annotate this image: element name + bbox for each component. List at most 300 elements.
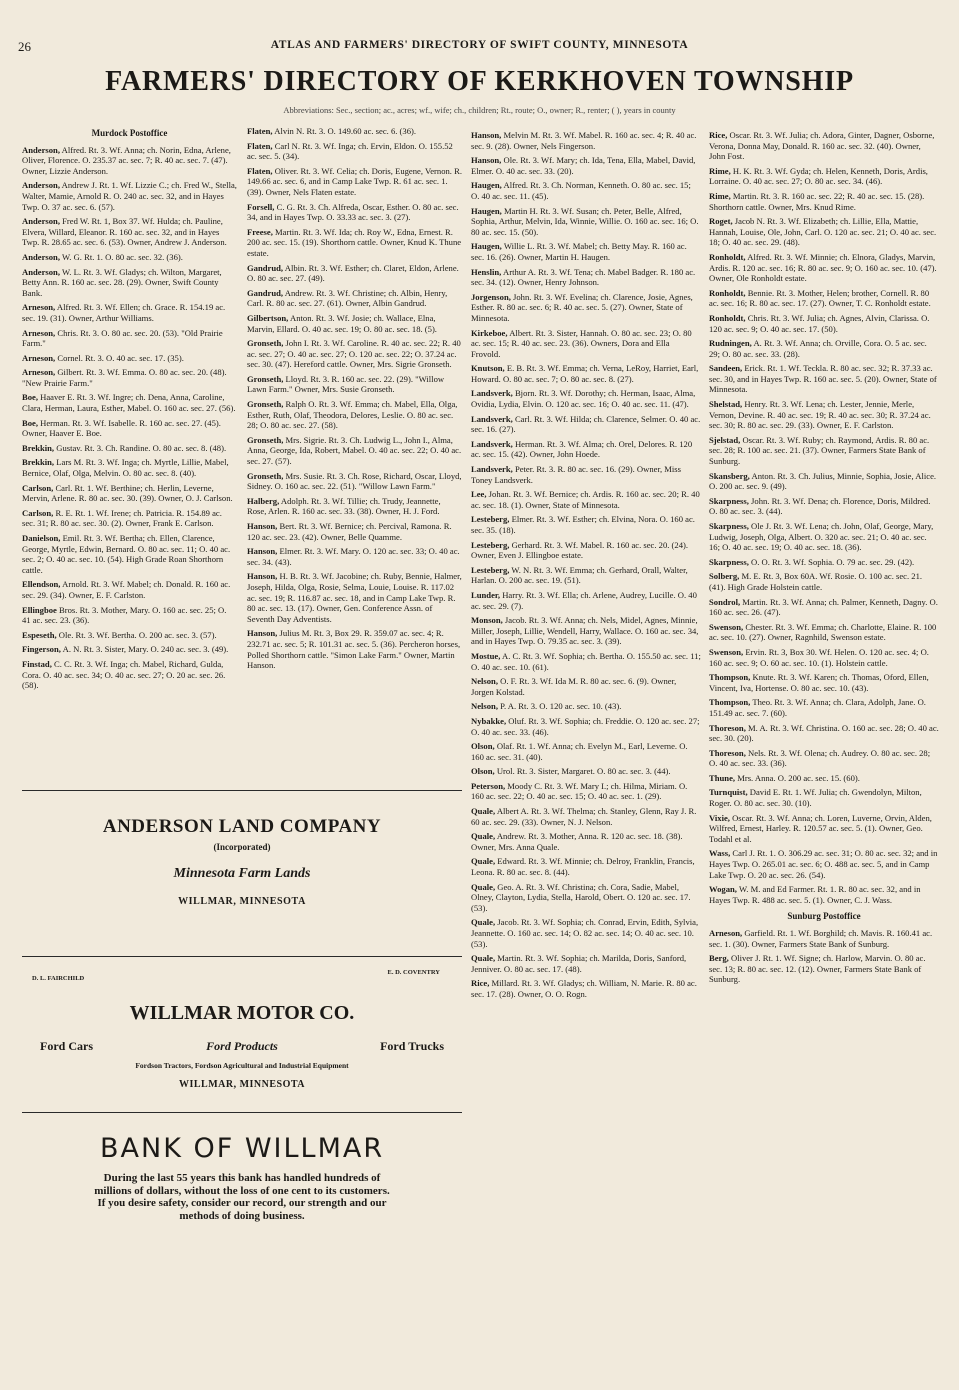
ad-equipment-line: Fordson Tractors, Fordson Agricultural and Industrial Equipment: [135, 1061, 349, 1070]
directory-entry: [471, 489, 701, 510]
entry-surname: Henslin,: [471, 266, 502, 277]
anderson-land-ad: [22, 791, 462, 956]
entry-details: Knute. Rt. 3. Wf. Karen; ch. Thomas, Oford, Ellen, Vincent, Iva, Hortense. O. 80 ac. sec. 10. (43).: [709, 672, 929, 693]
entry-surname: Quale,: [471, 831, 496, 842]
entry-details: Martin. Rt. 3. R. 160 ac. sec. 22; R. 40 ac. sec. 15. (28). Shorthorn cattle. Owner, Mrs. Knud Rime.: [709, 190, 925, 212]
entries-list: [471, 130, 701, 1000]
entry-surname: Anderson,: [22, 216, 60, 227]
directory-entry: [247, 141, 462, 162]
entry-details: Carl N. Rt. 3. Wf. Inga; ch. Ervin, Eldon. O. 155.52 ac. sec. 5. (34).: [247, 140, 453, 162]
entry-surname: Swenson,: [709, 621, 744, 632]
entry-surname: Turnquist,: [709, 787, 748, 798]
entry-surname: Skarpness,: [709, 521, 749, 531]
entry-details: John I. Rt. 3. Wf. Caroline. R. 40 ac. sec. 22; R. 40 ac. sec. 27; O. 40 ac. sec. 27; O. 120 ac. sec. 22; O. 37.24 ac. sec. 30. (47). Hereford cattle. Owner, Mrs. Sigrie Gronseth.: [247, 338, 461, 370]
entry-surname: Shelstad,: [709, 399, 743, 410]
directory-entry: [709, 191, 939, 212]
directory-entry: [471, 701, 701, 712]
directory-entry: [22, 508, 237, 529]
entry-details: Jacob. Rt. 3. Wf. Sophia; ch. Conrad, Ervin, Edith, Sylvia, Jeannette. O. 160 ac. sec. 14; O. 82 ac. sec. 14; O. 40 ac. sec. 10. (53).: [471, 917, 699, 949]
entry-details: Elmer. Rt. 3. Wf. Mary. O. 120 ac. sec. 33; O. 40 ac. sec. 34. (43).: [247, 546, 460, 567]
directory-entry: [471, 676, 701, 697]
directory-entry: [471, 130, 701, 151]
postoffice-heading: Murdock Postoffice: [91, 128, 168, 138]
entry-details: Jacob N. Rt. 3. Wf. Elizabeth; ch. Lillie, Ella, Mattie, Hannah, Louise, Ole, John, Carl. O. 120 ac. sec. 21; O. 40 ac. sec. 18; O. 40 ac. sec. 29. (48).: [709, 216, 937, 248]
entry-surname: Gronseth,: [247, 399, 284, 410]
entry-details: Albert A. Rt. 3. Wf. Thelma; ch. Stanley, Glenn, Ray J. R. 60 ac. sec. 29. (33). Owner, N. J. Nelson.: [471, 806, 697, 827]
entry-details: Jacob. Rt. 3. Wf. Anna; ch. Nels, Midel, Agnes, Minnie, Miller, Joseph, Lillie, Wendell, Harry, Wallace. O. 160 ac. sec. 34, and in Hayes Twp. O. 79.35 ac. sec. 3. (39).: [471, 615, 699, 647]
directory-entry: [247, 399, 462, 431]
directory-entry: [22, 579, 237, 600]
entry-surname: Skarpness,: [709, 556, 749, 567]
directory-entry: [709, 773, 939, 784]
entry-details: Haaver E. Rt. 3. Wf. Ingre; ch. Dena, Anna, Caroline, Clara, Herman, Laura, Esther, Mabel. O. 160 ac. sec. 27. (56).: [22, 392, 236, 414]
entry-surname: Thompson,: [709, 697, 751, 708]
directory-entry: [247, 571, 462, 624]
entry-surname: Quale,: [471, 917, 496, 928]
entry-surname: Thompson,: [709, 672, 751, 683]
entry-details: Geo. A. Rt. 3. Wf. Christina; ch. Cora, Sadie, Mabel, Olney, Clayton, Lydia, Stella, Harold, Obert. O. 120 ac. sec. 17. (53).: [471, 881, 691, 913]
entry-details: Millard. Rt. 3. Wf. Gladys; ch. William, N. Marie. R. 80 ac. sec. 17. (28). Owner, O. O. Rogn.: [471, 978, 697, 999]
entry-surname: Anderson,: [22, 144, 60, 155]
entry-surname: Gronseth,: [247, 470, 284, 481]
entry-surname: Hanson,: [247, 521, 278, 531]
entry-surname: Mostue,: [471, 650, 501, 661]
entry-details: Carl. Rt. 3. Wf. Hilda; ch. Clarence, Selmer. O. 40 ac. sec. 16. (27).: [471, 413, 701, 435]
entry-surname: Anderson,: [22, 266, 60, 277]
directory-entry: [709, 748, 939, 769]
entry-surname: Knutson,: [471, 363, 505, 374]
entry-surname: Gronseth,: [247, 338, 284, 349]
directory-entry: [22, 605, 237, 626]
entry-details: Bros. Rt. 3. Mother, Mary. O. 160 ac. sec. 25; O. 41 ac. sec. 23. (36).: [22, 604, 227, 626]
entry-details: Bennie. Rt. 3. Mother, Helen; brother, Cornell. R. 80 ac. sec. 16; R. 80 ac. sec. 17. (27). Owner, T. C. Ronholdt estate.: [709, 287, 931, 309]
entry-surname: Halberg,: [247, 495, 280, 506]
entry-details: A. Rt. 3. Wf. Anna; ch. Orville, Cora. O. 5 ac. sec. 29; O. 80 ac. sec. 33. (28).: [709, 338, 927, 359]
entry-surname: Lesteberg,: [471, 539, 510, 550]
entry-surname: Danielson,: [22, 533, 61, 543]
entry-surname: Haugen,: [471, 205, 502, 216]
entry-surname: Landsverk,: [471, 388, 513, 399]
directory-entry: [247, 313, 462, 334]
entry-details: Arthur A. Rt. 3. Wf. Tena; ch. Mabel Badger. R. 180 ac. sec. 34. (12). Owner, Henry Johnson.: [471, 266, 696, 288]
entry-surname: Landsverk,: [471, 413, 513, 424]
entry-details: Chris. Rt. 3. Wf. Julia; ch. Agnes, Alvin, Clarissa. O. 120 ac. sec. 9; O. 40 ac. sec. 17. (50).: [709, 312, 930, 334]
entry-surname: Olson,: [471, 766, 495, 777]
entry-surname: Hanson,: [471, 130, 502, 140]
entry-details: O. F. Rt. 3. Wf. Ida M. R. 80 ac. sec. 6. (9). Owner, Jorgen Kolstad.: [471, 676, 677, 697]
entry-details: Julius M. Rt. 3, Box 29. R. 359.07 ac. sec. 4; R. 232.71 ac. sec. 5; R. 101.31 ac. sec. 5. (36). Percheron horses, Polled Shorthorn cattle. "Simon Lake Farm." Owner, Martin Hanson.: [247, 628, 461, 671]
entry-details: Gustav. Rt. 3. Ch. Randine. O. 80 ac. sec. 8. (48).: [56, 442, 227, 453]
directory-entry: [709, 953, 939, 985]
ad-bank-name: BANK OF WILLMAR: [100, 1133, 385, 1164]
postoffice-heading: Sunburg Postoffice: [787, 911, 861, 922]
entry-surname: Rice,: [709, 130, 728, 140]
entry-details: E. B. Rt. 3. Wf. Emma; ch. Verna, LeRoy, Harriet, Earl, Howard. O. 80 ac. sec. 7; O. 80 ac. sec. 8. (27).: [471, 363, 699, 384]
entry-details: P. A. Rt. 3. O. 120 ac. sec. 10. (43).: [500, 701, 622, 712]
directory-entry: [709, 216, 939, 248]
entry-details: Melvin M. Rt. 3. Wf. Mabel. R. 160 ac. sec. 4; R. 40 ac. sec. 9. (28). Owner, Nels Fingerson.: [471, 130, 697, 151]
entry-details: Nels. Rt. 3. Wf. Olena; ch. Audrey. O. 80 ac. sec. 28; O. 40 ac. sec. 33. (36).: [709, 747, 931, 769]
ad-person-left: D. L. FAIRCHILD: [32, 975, 85, 982]
entry-details: Mrs. Anna. O. 200 ac. sec. 15. (60).: [737, 772, 860, 783]
entry-details: Bjorn. Rt. 3. Wf. Dorothy; ch. Herman, Isaac, Alma, Ovidia, Lydia, Elvin. O. 120 ac. sec. 16; O. 40 ac. sec. 11. (47).: [471, 388, 696, 410]
ad-person-right: E. D. COVENTRY: [387, 969, 440, 976]
entry-details: A. N. Rt. 3. Sister, Mary. O. 240 ac. sec. 3. (49).: [62, 644, 229, 655]
directory-entry: [471, 540, 701, 561]
entry-surname: Gronseth,: [247, 434, 284, 445]
directory-entry: [471, 155, 701, 176]
directory-entry: [709, 252, 939, 284]
directory-entry: [709, 884, 939, 905]
entry-details: H. K. Rt. 3. Wf. Gyda; ch. Helen, Kenneth, Doris, Ardis, Lorraine. O. 40 ac. sec. 27; O. 80 ac. sec. 34. (46).: [709, 165, 928, 187]
entry-surname: Espeseth,: [22, 629, 57, 640]
entry-surname: Solberg,: [709, 571, 740, 582]
entry-surname: Ellingboe: [22, 604, 57, 615]
entry-details: Emil. Rt. 3. Wf. Bertha; ch. Ellen, Clarence, George, Myrtle, Edwin, Bernard. O. 80 ac. sec. 11; O. 40 ac. sec. 2; O. 40 ac. sec. 10. (54). High Grade Roan Shorthorn cattle.: [22, 533, 231, 575]
entry-details: John. Rt. 3. Wf. Evelina; ch. Clarence, Josie, Agnes, Esther. R. 80 ac. sec. 6; R. 40 ac. sec. 5. (27). Owner, State of Minnesota.: [471, 291, 693, 323]
entry-surname: Sondrol,: [709, 596, 741, 607]
entry-details: Ralph O. Rt. 3. Wf. Emma; ch. Mabel, Ella, Olga, Esther, Ruth, Olaf, Theodora, Delores, Leslie. O. 80 ac. sec. 28; O. 80 ac. sec. 27. (58).: [247, 399, 458, 431]
entry-surname: Thoreson,: [709, 722, 746, 733]
entry-surname: Arneson,: [22, 302, 56, 313]
entry-surname: Lesteberg,: [471, 564, 510, 575]
directory-entry: [471, 651, 701, 672]
entry-surname: Skarpness,: [709, 495, 749, 506]
directory-entry: [709, 597, 939, 618]
entry-surname: Wogan,: [709, 884, 737, 895]
entry-details: Alfred. Rt. 3. Wf. Minnie; ch. Elnora, Gladys, Marvin, Ardis. R. 120 ac. sec. 16; R. 80 ac. sec. 9; O. 160 ac. sec. 10. (47). Owner, Ole Ronholdt estate.: [709, 251, 937, 284]
entry-details: Gilbert. Rt. 3. Wf. Emma. O. 80 ac. sec. 20. (48). "New Prairie Farm.": [22, 367, 227, 388]
entry-surname: Ellendson,: [22, 579, 61, 590]
entry-details: W. N. Rt. 3. Wf. Emma; ch. Gerhard, Orall, Walter, Harlan. O. 200 ac. sec. 19. (51).: [471, 564, 688, 586]
entry-surname: Rime,: [709, 165, 731, 176]
directory-entry: [22, 457, 237, 478]
entry-surname: Jorgenson,: [471, 291, 511, 302]
entry-surname: Carlson,: [22, 482, 54, 493]
entry-details: W. G. Rt. 1. O. 80 ac. sec. 32. (36).: [61, 251, 183, 262]
directory-entry: [22, 267, 237, 299]
ad-company-name: ANDERSON LAND COMPANY: [102, 816, 382, 837]
directory-entry: [22, 302, 237, 323]
entry-details: C. C. Rt. 3. Wf. Inga; ch. Mabel, Richard, Gulda, Cora. O. 40 ac. sec. 34; O. 40 ac. sec. 27; O. 20 ac. sec. 26. (58).: [22, 658, 226, 691]
entry-details: Ole. Rt. 3. Wf. Mary; ch. Ida, Tena, Ella, Mabel, David, Elmer. O. 40 ac. sec. 33. (20).: [471, 155, 696, 176]
entry-surname: Gilbertson,: [247, 312, 289, 323]
entry-details: R. E. Rt. 1. Wf. Irene; ch. Patricia. R. 154.89 ac. sec. 31; R. 80 ac. sec. 30. (2). Owner, Frank E. Carlson.: [22, 507, 222, 529]
directory-entry: [247, 374, 462, 395]
entry-surname: Flaten,: [247, 140, 273, 151]
willmar-motor-ad: [22, 957, 462, 1112]
entry-details: C. G. Rt. 3. Ch. Alfreda, Oscar, Esther. O. 80 ac. sec. 34, and in Hayes Twp. O. 33.33 ac. sec. 3. (27).: [247, 201, 459, 223]
entry-surname: Freese,: [247, 226, 273, 237]
entry-surname: Gandrud,: [247, 262, 284, 273]
entry-details: Theo. Rt. 3. Wf. Anna; ch. Clara, Adolph, Jane. O. 151.49 ac. sec. 7. (60).: [709, 697, 926, 718]
directory-entry: [709, 557, 939, 568]
directory-entry: [709, 338, 939, 359]
entry-surname: Arneson,: [22, 327, 56, 338]
entry-details: Willie L. Rt. 3. Wf. Mabel; ch. Betty May. R. 160 ac. sec. 16. (26). Owner, Martin H. Haugen.: [471, 241, 687, 262]
entry-surname: Hanson,: [247, 571, 278, 582]
directory-entry: [709, 571, 939, 592]
entry-surname: Ronholdt,: [709, 312, 746, 323]
bank-of-willmar-ad: [22, 1113, 462, 1222]
entry-surname: Arneson,: [22, 367, 56, 378]
directory-entry: [247, 202, 462, 223]
entry-details: H. B. Rt. 3. Wf. Jacobine; ch. Ruby, Bennie, Halmer, Joseph, Hilda, Olga, Rosie, Selma, Louie, Louise. R. 117.02 ac. sec. 19; R. 116.87 ac. sec. 18, and in Camp Lake Twp. R. 80 ac. sec. 13. (17). Owner, Gen. Conference Assn. of Seventh Day Adventists.: [247, 571, 462, 624]
entry-details: M. A. Rt. 3. Wf. Christina. O. 160 ac. sec. 28; O. 40 ac. sec. 30. (20).: [709, 722, 939, 744]
directory-entry: [709, 928, 939, 949]
directory-entry: [22, 252, 237, 263]
directory-entry: [22, 483, 237, 504]
entry-details: Ervin. Rt. 3, Box 30. Wf. Helen. O. 120 ac. sec. 4; O. 160 ac. sec. 9; O. 60 ac. sec. 10. (1). Holstein cattle.: [709, 646, 929, 668]
ad-city: WILLMAR, MINNESOTA: [178, 1079, 306, 1090]
entry-surname: Hanson,: [471, 155, 502, 166]
directory-entry: [709, 813, 939, 845]
entry-surname: Carlson,: [22, 507, 54, 518]
directory-column-3: [471, 130, 701, 1004]
entry-surname: Arneson,: [22, 352, 56, 363]
directory-entry: [471, 615, 701, 647]
directory-entry: [709, 622, 939, 643]
ad-incorporated: (Incorporated): [213, 842, 271, 852]
entry-details: Anton. Rt. 3. Wf. Josie; ch. Wallace, Elna, Marvin, Ellard. O. 40 ac. sec. 19; O. 80 ac. sec. 18. (5).: [247, 312, 437, 334]
directory-entry: [471, 439, 701, 460]
entry-surname: Arneson,: [709, 928, 743, 938]
entry-surname: Lee,: [471, 489, 487, 500]
entry-details: Chester. Rt. 3. Wf. Emma; ch. Charlotte, Elaine. R. 100 ac. sec. 10. (27). Owner, Ragnhild, Swenson estate.: [709, 621, 937, 643]
directory-entry: [247, 435, 462, 467]
running-head: ATLAS AND FARMERS' DIRECTORY OF SWIFT COUNTY, MINNESOTA: [270, 39, 689, 51]
entry-details: Albert. Rt. 3. Sister, Hannah. O. 80 ac. sec. 23; O. 80 ac. sec. 15; R. 40 ac. sec. 23. (36). Owners, Dora and Ella Frovold.: [471, 327, 692, 359]
directory-entry: [471, 953, 701, 974]
directory-entry: [471, 590, 701, 611]
directory-entry: [471, 514, 701, 535]
directory-entry: [471, 565, 701, 586]
directory-entry: [471, 882, 701, 914]
entry-details: Cornel. Rt. 3. O. 40 ac. sec. 17. (35).: [57, 352, 184, 363]
entry-details: Harry. Rt. 3. Wf. Ella; ch. Arlene, Audrey, Lucille. O. 40 ac. sec. 29. (7).: [471, 589, 697, 611]
entry-surname: Sandeen,: [709, 363, 743, 374]
directory-entry: [471, 856, 701, 877]
entry-details: Lars M. Rt. 3. Wf. Inga; ch. Myrtle, Lillie, Mabel, Bernice, Olaf, Olga, Melvin. O. 80 ac. sec. 8. (40).: [22, 457, 229, 479]
directory-entry: [247, 496, 462, 517]
entry-details: Oscar. Rt. 3. Wf. Julia; ch. Adora, Ginter, Dagner, Osborne, Verona, Donna May, Donald. R. 160 ac. sec. 32. (40). Owner, John Fost.: [709, 130, 935, 162]
entry-surname: Brekkin,: [22, 442, 55, 453]
entry-details: Andrew J. Rt. 1. Wf. Lizzie C.; ch. Fred W., Stella, Walter, Mamie, Arnold R. O. 240 ac. sec. 32, and in Hayes Twp. O. 37 ac. sec. 6. (57).: [22, 180, 237, 212]
entry-details: Alfred. Rt. 3. Wf. Ellen; ch. Grace. R. 154.19 ac. sec. 19. (31). Owner, Arthur Williams.: [22, 302, 226, 323]
entry-surname: Boe,: [22, 392, 38, 403]
directory-entry: [22, 216, 237, 248]
entry-details: Ole. Rt. 3. Wf. Bertha. O. 200 ac. sec. 3. (57).: [58, 629, 217, 640]
directory-column-4: [709, 130, 939, 989]
directory-entry: [471, 716, 701, 737]
directory-entry: [247, 227, 462, 259]
entry-details: Mrs. Sigrie. Rt. 3. Ch. Ludwig L., John I., Alma, Anna, George, Ida, Robert, Mabel. O. 40 ac. sec. 22; O. 40 ac. sec. 27. (57).: [247, 434, 462, 467]
directory-entry: [22, 630, 237, 641]
entry-surname: Lunder,: [471, 589, 501, 600]
entry-details: Adolph. Rt. 3. Wf. Tillie; ch. Trudy, Jeannette, Rose, Arlen. R. 160 ac. sec. 33. (38). Owner, H. J. Ford.: [247, 495, 441, 517]
directory-entry: [22, 533, 237, 575]
entries-list: [22, 145, 237, 691]
directory-entry: [247, 628, 462, 670]
entry-surname: Olson,: [471, 741, 495, 752]
directory-entry: [247, 521, 462, 542]
entry-details: Martin H. Rt. 3. Wf. Susan; ch. Peter, Belle, Alfred, Sophia, Arthur, Melvin, Ida, Winnie, Willie. O. 160 ac. sec. 16; O. 80 ac. sec. 15. (50).: [471, 205, 699, 237]
entry-details: Arnold. Rt. 3. Wf. Mabel; ch. Donald. R. 160 ac. sec. 29. (34). Owner, E. F. Carlston.: [22, 579, 231, 600]
entry-details: Olaf. Rt. 1. Wf. Anna; ch. Evelyn M., Earl, Leverne. O. 160 ac. sec. 31. (40).: [471, 741, 688, 762]
entry-surname: Forsell,: [247, 201, 275, 212]
directory-entry: [471, 766, 701, 777]
entry-details: Henry. Rt. 3. Wf. Lena; ch. Lester, Jennie, Merle, Vernon, Devine. R. 40 ac. sec. 19; R. 40 ac. sec. 30; R. 37.24 ac. sec. 30; R. 80 ac. sec. 29. (33). Owner, E. F. Carlston.: [709, 399, 931, 431]
entry-details: Lloyd. Rt. 3. R. 160 ac. sec. 22. (29). "Willow Lawn Farm." Owner, Mrs. Susie Gronseth.: [247, 373, 445, 395]
abbreviations-line: Abbreviations: Sec., section; ac., acres; wf., wife; ch., children; Rt., route; O., owner; R., renter; ( ), years in county: [283, 105, 676, 115]
directory-entry: [22, 659, 237, 691]
entry-surname: Hanson,: [247, 546, 278, 557]
entry-details: Elmer. Rt. 3. Wf. Esther; ch. Elvina, Nora. O. 160 ac. sec. 35. (18).: [471, 514, 695, 535]
directory-entry: [709, 399, 939, 431]
directory-entry: [709, 166, 939, 187]
ad-bank-text: During the last 55 years this bank has handled hundreds of millions of dollars, without the loss of one cent to its customers. If you desire safety, consider our record, our strength and our methods of doing business.: [94, 1172, 390, 1222]
entry-surname: Rice,: [471, 978, 490, 989]
entry-details: John. Rt. 3. Wf. Dena; ch. Florence, Doris, Mildred. O. 80 ac. sec. 3. (44).: [709, 495, 931, 517]
entry-surname: Brekkin,: [22, 457, 55, 468]
directory-entry: [22, 418, 237, 439]
ad-ford-products: Ford Products: [206, 1039, 278, 1053]
entry-surname: Skansberg,: [709, 470, 750, 481]
directory-entry: [22, 353, 237, 364]
directory-entry: [709, 848, 939, 880]
entries-list: [709, 130, 939, 905]
entry-details: A. C. Rt. 3. Wf. Sophia; ch. Bertha. O. 155.50 ac. sec. 11; O. 40 ac. sec. 10. (61).: [471, 650, 701, 672]
entry-details: Fred W. Rt. 1, Box 37. Wf. Hulda; ch. Pauline, Elvera, Willard, Eleanor. R. 160 ac. sec. 32, and in Hayes Twp. R. 28.65 ac. sec. 6. (53). Owner, Andrew J. Anderson.: [22, 216, 227, 248]
directory-entry: [22, 180, 237, 212]
directory-entry: [471, 917, 701, 949]
entry-details: Herman. Rt. 3. Wf. Isabelle. R. 160 ac. sec. 27. (45). Owner, Haaver E. Boe.: [22, 417, 221, 439]
entry-details: Edward. Rt. 3. Wf. Minnie; ch. Delroy, Franklin, Francis, Leona. R. 80 ac. sec. 8. (44).: [471, 856, 695, 878]
entry-details: Andrew. Rt. 3. Mother, Anna. R. 120 ac. sec. 18. (38). Owner, Mrs. Anna Quale.: [471, 831, 683, 852]
entry-details: Ole J. Rt. 3. Wf. Lena; ch. John, Olaf, George, Mary, Ludwig, Joseph, Olga, Albert. O. 320 ac. sec. 21; O. 40 ac. sec. 16; O. 40 ac. sec. 19; O. 40 ac. sec. 18. (36).: [709, 521, 934, 553]
directory-entry: [471, 978, 701, 999]
directory-entry: [709, 288, 939, 309]
directory-entry: [471, 241, 701, 262]
entry-details: Alvin N. Rt. 3. O. 149.60 ac. sec. 6. (36).: [274, 126, 417, 136]
entry-details: Erick. Rt. 1. Wf. Teckla. R. 80 ac. sec. 32; R. 37.33 ac. sec. 30, and in Hayes Twp. R. 160 ac. sec. 5. (20). Owner, State of Minnesota.: [709, 363, 937, 395]
entry-details: Gerhard. Rt. 3. Wf. Mabel. R. 160 ac. sec. 20. (24). Owner, Even J. Ellingboe estate.: [471, 539, 689, 561]
entry-surname: Monson,: [471, 615, 503, 626]
advertisements: [22, 790, 462, 1222]
directory-entry: [709, 787, 939, 808]
directory-column-2: [247, 126, 462, 675]
entry-surname: Landsverk,: [471, 438, 513, 449]
directory-entry: [709, 313, 939, 334]
entry-surname: Fingerson,: [22, 644, 61, 655]
directory-entry: [22, 443, 237, 454]
directory-entry: [471, 267, 701, 288]
entry-surname: Rime,: [709, 190, 731, 201]
directory-entry: [22, 392, 237, 413]
directory-entry: [247, 546, 462, 567]
directory-entry: [709, 697, 939, 718]
entry-surname: Nelson,: [471, 676, 498, 687]
entry-details: Garfield. Rt. 1. Wf. Borghild; ch. Mavis. R. 160.41 ac. sec. 1. (30). Owner, Farmers State Bank of Sunburg.: [709, 928, 933, 949]
entry-surname: Quale,: [471, 806, 496, 817]
directory-entry: [247, 471, 462, 492]
entry-details: Chris. Rt. 3. O. 80 ac. sec. 20. (53). "Old Prairie Farm.": [22, 327, 223, 349]
directory-entry: [709, 471, 939, 492]
directory-entry: [709, 496, 939, 517]
entry-surname: Wass,: [709, 848, 731, 859]
directory-entry: [709, 130, 939, 162]
ad-city: WILLMAR, MINNESOTA: [178, 896, 306, 907]
entry-details: Bert. Rt. 3. Wf. Bernice; ch. Percival, Ramona. R. 120 ac. sec. 23. (42). Owner, Belle Quamme.: [247, 521, 452, 542]
directory-entry: [22, 328, 237, 349]
directory-entry: [471, 464, 701, 485]
entry-details: Oluf. Rt. 3. Wf. Sophia; ch. Freddie. O. 120 ac. sec. 27; O. 40 ac. sec. 33. (46).: [471, 715, 700, 737]
entry-details: David E. Rt. 1. Wf. Julia; ch. Gwendolyn, Milton, Roger. O. 80 ac. sec. 30. (10).: [709, 787, 922, 809]
entry-details: W. L. Rt. 3. Wf. Gladys; ch. Wilton, Margaret, Betty Ann. R. 160 ac. sec. 28. (29). Owner, Swift County Bank.: [22, 266, 222, 298]
entry-surname: Nelson,: [471, 701, 498, 712]
directory-entry: [247, 288, 462, 309]
entry-surname: Swenson,: [709, 646, 744, 657]
directory-entry: [471, 806, 701, 827]
entry-surname: Roget,: [709, 216, 733, 227]
directory-entry: [709, 647, 939, 668]
directory-entry: [247, 338, 462, 370]
directory-entry: [471, 292, 701, 324]
entry-surname: Anderson,: [22, 180, 60, 191]
entry-details: Carl. Rt. 1. Wf. Berthine; ch. Herlin, Leverne, Mervin, Arlene. R. 80 ac. sec. 30. (39). Owner, O. J. Carlson.: [22, 482, 233, 504]
directory-entry: [471, 206, 701, 238]
entry-surname: Boe,: [22, 417, 38, 428]
page-number: 26: [18, 39, 31, 54]
entry-details: Peter. Rt. 3. R. 80 ac. sec. 16. (29). Owner, Miss Toney Landsverk.: [471, 464, 681, 485]
directory-entry: [247, 263, 462, 284]
entry-surname: Anderson,: [22, 251, 60, 262]
entry-details: Martin. Rt. 3. Wf. Ida; ch. Roy W., Edna, Ernest. R. 200 ac. sec. 15. (19). Shorthorn cattle. Owner, Knud K. Thune estate.: [247, 226, 462, 258]
directory-entry: [471, 180, 701, 201]
entry-surname: Ronholdt,: [709, 251, 746, 262]
directory-entry: [709, 521, 939, 553]
entry-surname: Quale,: [471, 953, 496, 964]
entry-surname: Landsverk,: [471, 464, 513, 475]
entry-surname: Gandrud,: [247, 287, 284, 298]
entry-details: Oscar. Rt. 3. Wf. Ruby; ch. Raymond, Ardis. R. 80 ac. sec. 28; R. 100 ac. sec. 21. (37). Owner, Farmers State Bank of Sunburg.: [709, 434, 930, 467]
entry-details: W. M. and Ed Farmer. Rt. 1. R. 80 ac. sec. 32, and in Hayes Twp. R. 488 ac. sec. 5. (1). Owner, C. J. Wass.: [709, 884, 921, 905]
entry-surname: Haugen,: [471, 241, 502, 252]
entry-details: Albin. Rt. 3. Wf. Esther; ch. Claret, Eldon, Arlene. O. 80 ac. sec. 27. (49).: [247, 262, 459, 284]
ad-company-name: WILLMAR MOTOR CO.: [129, 1002, 355, 1024]
directory-column-1: [22, 126, 237, 695]
entry-surname: Thoreson,: [709, 747, 746, 758]
directory-entry: [247, 166, 462, 198]
entry-details: Moody C. Rt. 3. Wf. Mary I.; ch. Hilma, Miriam. O. 160 ac. sec. 22; O. 40 ac. sec. 15; O. 40 ac. sec. 1. (29).: [471, 780, 688, 802]
directory-entry: [471, 388, 701, 409]
entry-surname: Hanson,: [247, 628, 278, 639]
entry-details: Martin. Rt. 3. Wf. Sophia; ch. Marilda, Doris, Sanford, Jenniver. O. 80 ac. sec. 17. (48).: [471, 953, 687, 974]
directory-entry: [471, 414, 701, 435]
entry-details: M. E. Rt. 3, Box 60A. Wf. Rosie. O. 100 ac. sec. 21. (41). High Grade Holstein cattle.: [709, 571, 923, 592]
entry-details: Oliver J. Rt. 1. Wf. Signe; ch. Harlow, Marvin. O. 80 ac. sec. 13; R. 80 ac. sec. 12. (12). Owner, Farmers State Bank of Sunburg.: [709, 953, 926, 985]
entry-details: Alfred. Rt. 3. Ch. Norman, Kenneth. O. 80 ac. sec. 15; O. 40 ac. sec. 11. (45).: [471, 180, 691, 201]
entry-surname: Kirkeboe,: [471, 327, 508, 338]
entry-details: Alfred. Rt. 3. Wf. Anna; ch. Norin, Edna, Arlene, Oliver, Florence. O. 235.37 ac. sec. 7; R. 40 ac. sec. 7. (47). Owner, Lizzie Anderson.: [22, 144, 231, 176]
entry-details: O. O. Rt. 3. Wf. Sophia. O. 79 ac. sec. 29. (42).: [751, 556, 915, 567]
ad-ford-trucks: Ford Trucks: [380, 1039, 444, 1053]
entry-details: Urol. Rt. 3. Sister, Margaret. O. 80 ac. sec. 3. (44).: [496, 766, 671, 777]
entry-surname: Flaten,: [247, 126, 273, 136]
entry-surname: Berg,: [709, 953, 729, 964]
entry-surname: Quale,: [471, 856, 496, 867]
entry-surname: Lesteberg,: [471, 514, 510, 525]
